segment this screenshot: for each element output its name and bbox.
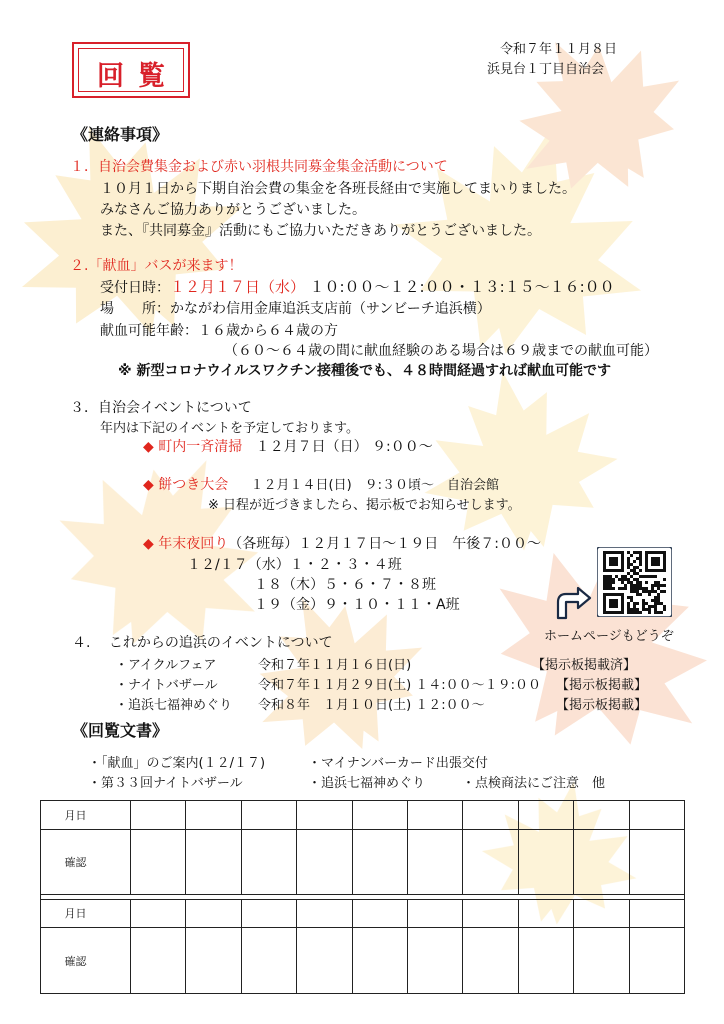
table-cell[interactable] [241, 829, 296, 895]
contact-heading: 《連絡事項》 [72, 125, 169, 144]
table-cell[interactable] [463, 801, 518, 830]
mochi-note: ※ 日程が近づきましたら、掲示板でお知らせします。 [208, 498, 521, 513]
circular-doc: ・「献血」のご案内(１２/１７) [88, 756, 266, 771]
table-cell[interactable] [407, 829, 462, 895]
table-row [41, 928, 685, 994]
event-date: 令和８年 １月１０日(土) １２:００～ [258, 698, 485, 713]
covid-note: ※ 新型コロナウイルスワクチン接種後でも、４８時間経過すれば献血可能です [118, 363, 611, 379]
table-cell[interactable] [574, 829, 629, 895]
confirm-label: 確認 [41, 928, 131, 994]
table-cell[interactable] [574, 928, 629, 994]
table-cell[interactable] [629, 928, 684, 994]
item3-title: ３．自治会イベントについて [70, 400, 252, 416]
issuer-name: 浜見台１丁目自治会 [487, 62, 605, 77]
confirmation-table [40, 800, 685, 994]
confirm-label: 確認 [41, 829, 131, 895]
donation-age: 献血可能年齢：１６歳から６４歳の方 [100, 323, 338, 339]
event-status: 【掲示板掲載】 [556, 698, 648, 713]
circular-stamp [72, 42, 190, 98]
table-cell[interactable] [297, 928, 352, 994]
table-cell[interactable] [186, 801, 241, 830]
table-cell[interactable] [352, 801, 407, 830]
item2-title: ２.「献血」バスが来ます！ [70, 258, 243, 274]
item3-intro: 年内は下記のイベントを予定しております。 [100, 421, 359, 436]
patrol-when: （各班毎）１２月１７日～１９日 午後７:００～ [228, 536, 541, 552]
patrol-day: １２/１７（水）１・２・３・４班 [187, 557, 402, 573]
table-row [41, 829, 685, 895]
circular-doc: ・マイナンバーカード出張交付 [308, 756, 488, 771]
table-cell[interactable] [518, 829, 573, 895]
patrol-day: １９（金）９・１０・１１・A班 [254, 597, 460, 613]
donation-age-note: （６０～６４歳の間に献血経験のある場合は６９歳までの献血可能） [224, 343, 658, 359]
patrol-name: 年末夜回り [158, 536, 229, 552]
cleanup-name: 町内一斉清掃 [158, 439, 243, 455]
date-label: 月日 [41, 899, 131, 928]
table-cell[interactable] [574, 801, 629, 830]
event-status: 【掲示板掲載】 [556, 678, 648, 693]
item1-line: また、『共同募金』活動にもご協力いただきありがとうございました。 [100, 223, 541, 239]
homepage-label: ホームページもどうぞ [544, 629, 674, 644]
arrow-turn-icon [552, 586, 592, 620]
table-cell[interactable] [241, 801, 296, 830]
table-cell[interactable] [407, 801, 462, 830]
table-cell[interactable] [352, 829, 407, 895]
table-cell[interactable] [574, 899, 629, 928]
table-cell[interactable] [186, 899, 241, 928]
event-date: 令和７年１１月２９日(土) １４:００～１９:００ [258, 678, 542, 693]
table-cell[interactable] [297, 899, 352, 928]
item1-title: １．自治会費集金および赤い羽根共同募金集金活動について [70, 159, 448, 175]
table-cell[interactable] [629, 801, 684, 830]
table-cell[interactable] [629, 829, 684, 895]
table-cell[interactable] [352, 899, 407, 928]
circular-doc: ・点検商法にご注意 他 [462, 776, 606, 791]
patrol-day: １８（木）５・６・７・８班 [254, 577, 436, 593]
table-cell[interactable] [131, 899, 186, 928]
table-cell[interactable] [518, 801, 573, 830]
table-row [41, 899, 685, 928]
circular-heading: 《回覧文書》 [72, 721, 169, 740]
table-cell[interactable] [518, 928, 573, 994]
table-cell[interactable] [352, 928, 407, 994]
table-cell[interactable] [186, 928, 241, 994]
table-row [41, 801, 685, 830]
event-status: 【掲示板掲載済】 [532, 658, 637, 673]
item1-line: みなさんご協力ありがとうございました。 [100, 202, 366, 218]
stamp-text: 回覧 [97, 61, 179, 92]
table-cell[interactable] [131, 829, 186, 895]
table-cell[interactable] [518, 899, 573, 928]
table-cell[interactable] [463, 928, 518, 994]
circular-doc: ・第３３回ナイトバザール [88, 776, 243, 791]
table-cell[interactable] [131, 801, 186, 830]
event-date: 令和７年１１月１６日(日) [258, 658, 412, 673]
diamond-bullet-icon: ◆ [143, 536, 154, 552]
diamond-bullet-icon: ◆ [143, 477, 154, 493]
table-cell[interactable] [241, 928, 296, 994]
table-cell[interactable] [297, 829, 352, 895]
cleanup-when: １２月７日（日） ９:００～ [255, 439, 433, 455]
donation-place: 場 所：かながわ信用金庫追浜支店前（サンビーチ追浜横） [100, 301, 491, 317]
event-name: ・アイクルフェア [115, 658, 217, 673]
qr-code-icon[interactable] [597, 547, 672, 617]
table-cell[interactable] [629, 899, 684, 928]
table-cell[interactable] [297, 801, 352, 830]
circular-doc: ・追浜七福神めぐり [308, 776, 426, 791]
date-label: 月日 [41, 801, 131, 830]
item1-line: １０月１日から下期自治会費の集金を各班長経由で実施してまいりました。 [100, 181, 576, 197]
reception-date: １２月１７日（水） [170, 278, 306, 296]
diamond-bullet-icon: ◆ [143, 439, 154, 455]
mochi-when: １２月１４日(日) ９:３０頃～ 自治会館 [250, 478, 500, 493]
item4-title: ４. これからの追浜のイベントについて [72, 635, 333, 651]
reception-time: １０:００～１２:００・１３:１５～１６:００ [309, 278, 615, 296]
event-name: ・ナイトバザール [115, 678, 218, 693]
table-cell[interactable] [241, 899, 296, 928]
table-cell[interactable] [463, 829, 518, 895]
table-cell[interactable] [407, 899, 462, 928]
table-cell[interactable] [131, 928, 186, 994]
reception-label: 受付日時： [100, 280, 170, 296]
table-cell[interactable] [407, 928, 462, 994]
issue-date: 令和７年１１月８日 [500, 42, 618, 57]
mochi-name: 餅つき大会 [158, 477, 229, 493]
event-name: ・追浜七福神めぐり [115, 698, 233, 713]
table-cell[interactable] [463, 899, 518, 928]
table-cell[interactable] [186, 829, 241, 895]
